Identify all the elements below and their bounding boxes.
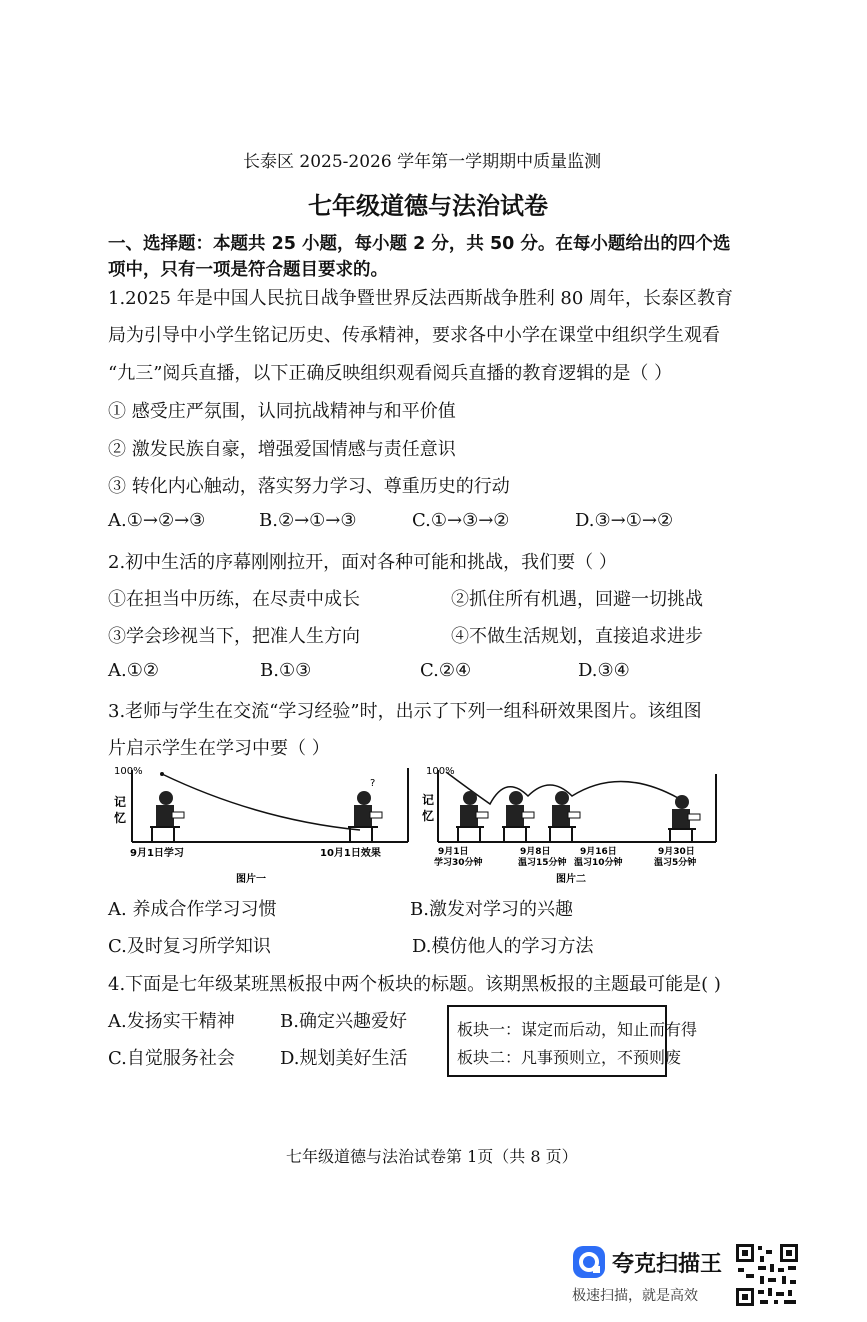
exam-subtitle: 长泰区 2025-2026 学年第一学期期中质量监测 [243,152,602,172]
fig2-note-4: 温习5分钟 [654,858,697,868]
q3-option-b: B.激发对学习的兴趣 [410,899,573,920]
q1-option-c: C.①→③→② [412,510,510,531]
fig2-y-label-1: 记 [422,793,435,807]
fig2-date-2: 9月8日 [520,847,551,857]
q1-option-b: B.②→①→③ [259,510,357,531]
board-section-1: 板块一：谋定而后动，知止而有得 [457,1020,698,1039]
q2-statement-4: ④不做生活规划，直接追求进步 [451,626,703,647]
fig1-x-right-label: 10月1日效果 [320,848,381,859]
blackboard-title-box [447,1005,698,1077]
fig1-student-icon-left [150,791,184,842]
exam-title: 七年级道德与法治试卷 [308,192,548,220]
q3-option-c: C.及时复习所学知识 [108,936,271,957]
q1-statement-3: ③ 转化内心触动，落实努力学习、尊重历史的行动 [108,476,510,497]
q3-option-a: A. 养成合作学习习惯 [108,899,277,920]
fig1-x-left-label: 9月1日学习 [130,848,184,859]
scanner-logo-icon [572,1245,606,1279]
q2-statement-3: ③学会珍视当下，把准人生方向 [108,626,360,647]
fig2-student-icon-2 [502,791,534,842]
q1-stem-line2: 局为引导中小学生铭记历史、传承精神，要求各中小学在课堂中组织学生观看 [108,325,720,346]
svg-text:?: ? [370,778,376,789]
q2-statement-2: ②抓住所有机遇，回避一切挑战 [451,589,703,610]
q3-stem-line2: 片启示学生在学习中要（ ） [108,738,330,759]
page-footer: 七年级道德与法治试卷第 1页（共 8 页） [286,1147,578,1166]
q4-option-d: D.规划美好生活 [280,1048,408,1069]
q4-option-b: B.确定兴趣爱好 [280,1011,407,1032]
q4-option-a: A.发扬实干精神 [108,1011,235,1032]
q1-option-a: A.①→②→③ [108,510,206,531]
fig1-student-icon-right [348,778,382,842]
q2-stem: 2.初中生活的序幕刚刚拉开，面对各种可能和挑战，我们要（ ） [108,552,617,573]
q1-statement-2: ② 激发民族自豪，增强爱国情感与责任意识 [108,439,456,460]
q2-option-c: C.②④ [420,660,472,681]
q1-option-d: D.③→①→② [575,510,674,531]
fig2-date-1: 9月1日 [438,847,469,857]
section-heading-line1: 一、选择题：本题共 25 小题，每小题 2 分，共 50 分。在每小题给出的四个选 [108,234,731,254]
fig2-y-label-2: 忆 [422,809,435,823]
fig2-date-4: 9月30日 [658,847,695,857]
watermark-brand: 夸克扫描王 [612,1252,723,1277]
fig1-y-label-2: 忆 [114,811,127,825]
fig2-note-3: 温习10分钟 [574,858,623,868]
q1-statement-1: ① 感受庄严氛围，认同抗战精神与和平价值 [108,401,456,422]
q3-figure-2 [420,760,720,888]
fig1-memory-curve [162,774,360,830]
fig2-y-top-label: 100% [426,766,455,777]
fig2-note-1: 学习30分钟 [434,858,483,868]
fig2-student-icon-4 [668,795,700,842]
qr-code-icon [734,1242,800,1308]
q3-option-d: D.模仿他人的学习方法 [412,936,594,957]
q4-option-c: C.自觉服务社会 [108,1048,235,1069]
q1-stem-line1: 1.2025 年是中国人民抗日战争暨世界反法西斯战争胜利 80 周年，长泰区教育 [108,288,734,309]
fig2-student-icon-3 [548,791,580,842]
fig2-caption: 图片二 [556,874,586,885]
q2-option-d: D.③④ [578,660,630,681]
fig1-y-top-label: 100% [114,766,143,777]
fig1-y-label-1: 记 [114,795,127,809]
fig2-date-3: 9月16日 [580,847,617,857]
q2-option-b: B.①③ [260,660,312,681]
fig1-caption: 图片一 [236,874,266,885]
section-heading-line2: 项中，只有一项是符合题目要求的。 [108,260,388,280]
fig1-curve-start [160,772,164,776]
q2-statement-1: ①在担当中历练，在尽责中成长 [108,589,360,610]
watermark-slogan: 极速扫描，就是高效 [572,1288,698,1304]
fig2-note-2: 温习15分钟 [518,858,567,868]
q3-figure-1 [108,760,413,888]
q1-stem-line3: “九三”阅兵直播，以下正确反映组织观看阅兵直播的教育逻辑的是（ ） [108,363,673,384]
q2-option-a: A.①② [108,660,159,681]
board-section-2: 板块二：凡事预则立，不预则废 [457,1048,682,1067]
q3-stem-line1: 3.老师与学生在交流“学习经验”时，出示了下列一组科研效果图片。该组图 [108,701,702,722]
q4-stem: 4.下面是七年级某班黑板报中两个板块的标题。该期黑板报的主题最可能是( ) [108,974,721,995]
